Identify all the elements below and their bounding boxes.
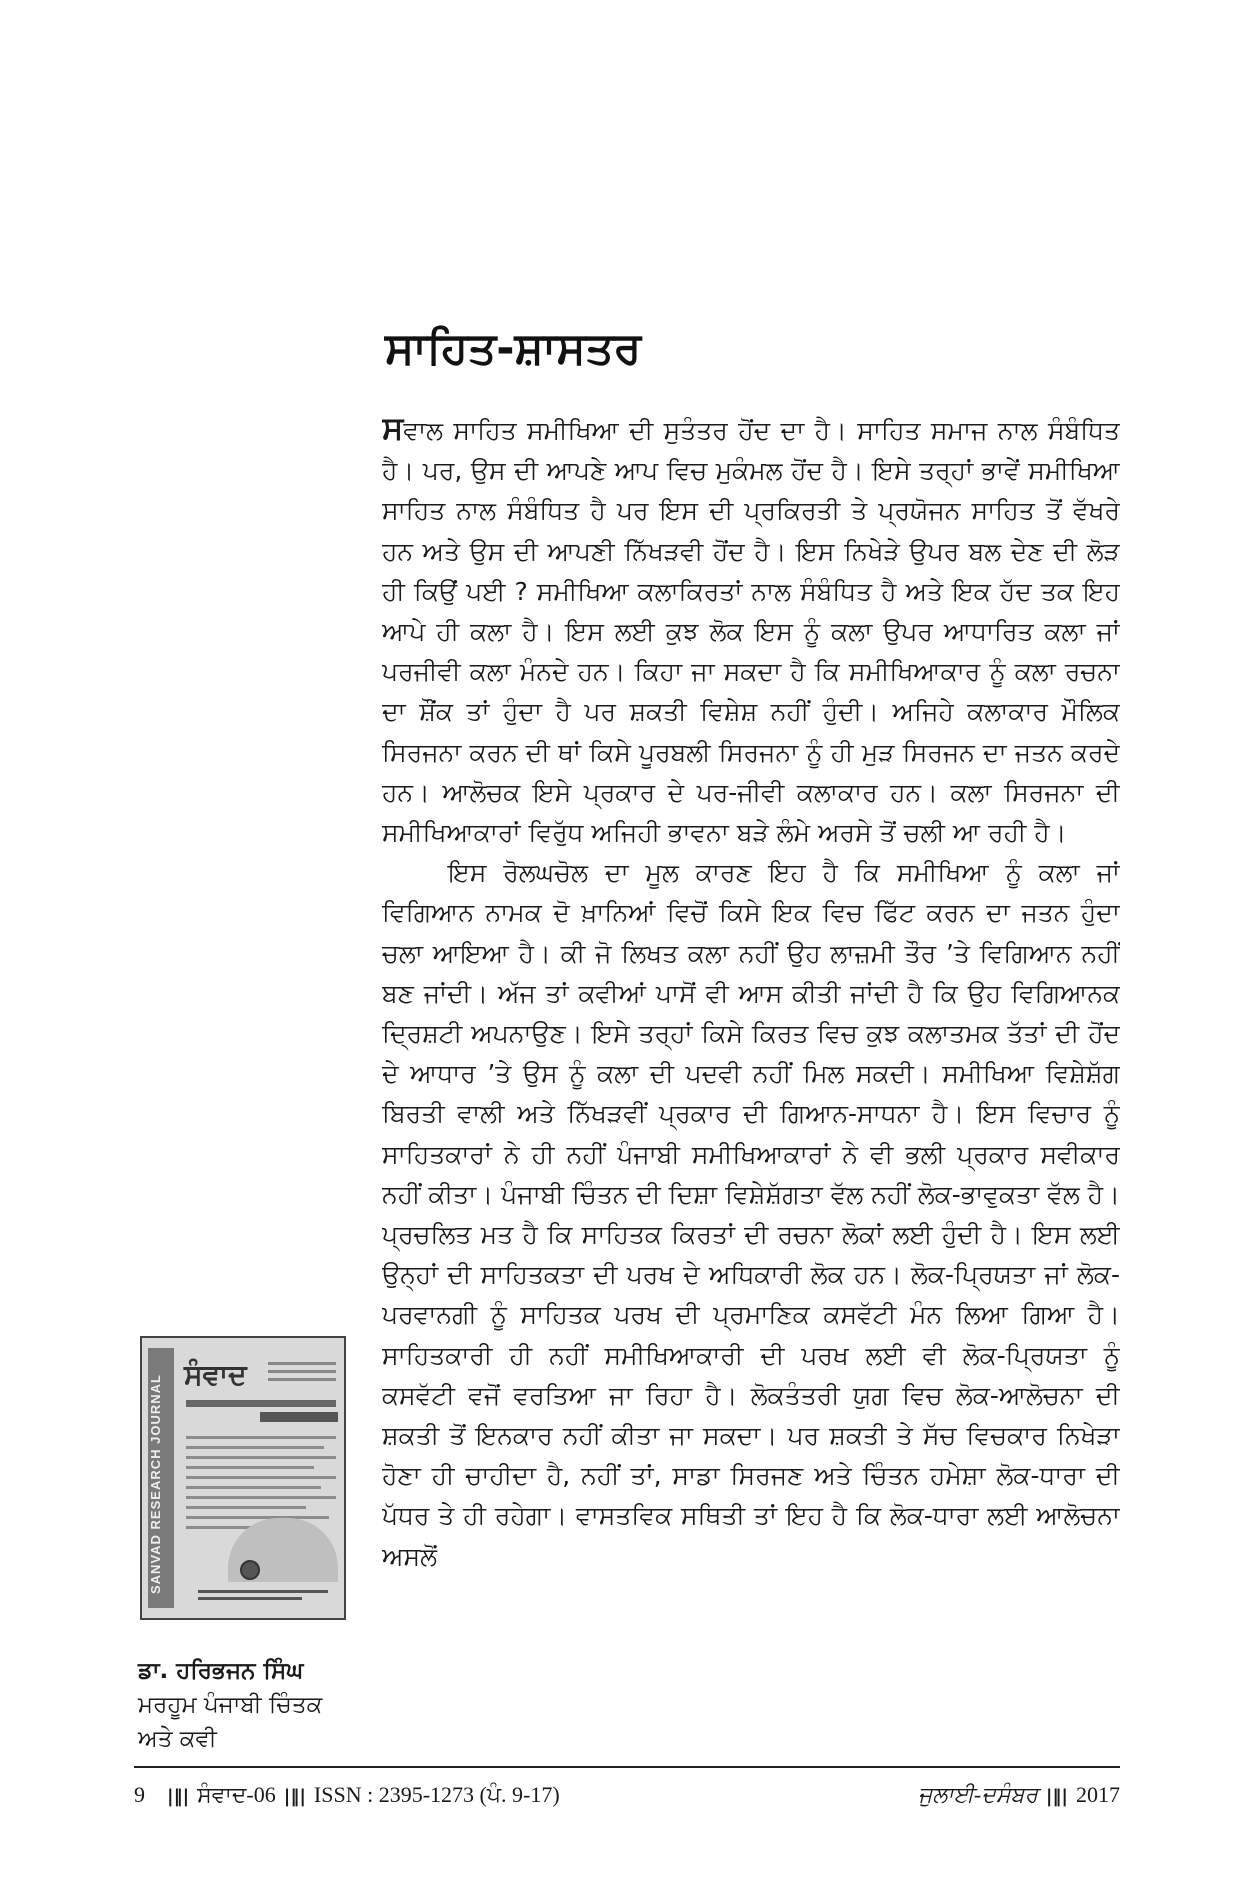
article-title: ਸਾਹਿਤ-ਸ਼ਾਸਤਰ [385,323,642,375]
author-info [138,1654,378,1756]
cover-title: ਸੰਵਾਦ [184,1358,247,1391]
cover-subtitle-bar [186,1400,336,1407]
journal-issue-label: ਸੰਵਾਦ-06 [197,1782,276,1807]
paragraph-1-text: ਵਾਲ ਸਾਹਿਤ ਸਮੀਖਿਆ ਦੀ ਸੁਤੰਤਰ ਹੋਂਦ ਦਾ ਹੈ। ਸਾਹਿਤ ਸਮਾਜ ਨਾਲ ਸੰਬੰਧਿਤ ਹੈ। ਪਰ, ਉਸ ਦੀ ਆਪਣੇ ਆਪ ਵਿਚ ਮੁਕੰਮਲ ਹੋਂਦ ਹੈ। ਇਸੇ ਤਰ੍ਹਾਂ ਭਾਵੇਂ ਸਮੀਖਿਆ ਸਾਹਿਤ ਨਾਲ ਸੰਬੰਧਿਤ ਹੈ ਪਰ ਇਸ ਦੀ ਪ੍ਰਕਿਰਤੀ ਤੇ ਪ੍ਰਯੋਜਨ ਸਾਹਿਤ ਤੋਂ ਵੱਖਰੇ ਹਨ ਅਤੇ ਉਸ ਦੀ ਆਪਣੀ ਨਿੱਖੜਵੀ ਹੋਂਦ ਹੈ। ਇਸ ਨਿਖੇੜੇ ਉਪਰ ਬਲ ਦੇਣ ਦੀ ਲੋੜ ਹੀ ਕਿਉਂ ਪਈ ? ਸਮੀਖਿਆ ਕਲਾਕਿਰਤਾਂ ਨਾਲ ਸੰਬੰਧਿਤ ਹੈ ਅਤੇ ਇਕ ਹੱਦ ਤਕ ਇਹ ਆਪੇ ਹੀ ਕਲਾ ਹੈ। ਇਸ ਲਈ ਕੁਝ ਲੋਕ ਇਸ ਨੂੰ ਕਲਾ ਉਪਰ ਆਧਾਰਿਤ ਕਲਾ ਜਾਂ ਪਰਜੀਵੀ ਕਲਾ ਮੰਨਦੇ ਹਨ। ਕਿਹਾ ਜਾ ਸਕਦਾ ਹੈ ਕਿ ਸਮੀਖਿਆਕਾਰ ਨੂੰ ਕਲਾ ਰਚਨਾ ਦਾ ਸ਼ੌਂਕ ਤਾਂ ਹੁੰਦਾ ਹੈ ਪਰ ਸ਼ਕਤੀ ਵਿਸ਼ੇਸ਼ ਨਹੀਂ ਹੁੰਦੀ। ਅਜਿਹੇ ਕਲਾਕਾਰ ਮੌਲਿਕ ਸਿਰਜਨਾ ਕਰਨ ਦੀ ਥਾਂ ਕਿਸੇ ਪੂਰਬਲੀ ਸਿਰਜਨਾ ਨੂੰ ਹੀ ਮੁੜ ਸਿਰਜਨ ਦਾ ਜਤਨ ਕਰਦੇ ਹਨ। ਆਲੋਚਕ ਇਸੇ ਪ੍ਰਕਾਰ ਦੇ ਪਰ-ਜੀਵੀ ਕਲਾਕਾਰ ਹਨ। ਕਲਾ ਸਿਰਜਨਾ ਦੀ ਸਮੀਖਿਆਕਾਰਾਂ ਵਿਰੁੱਧ ਅਜਿਹੀ ਭਾਵਨਾ ਬੜੇ ਲੰਮੇ ਅਰਸੇ ਤੋਂ ਚਲੀ ਆ ਰਹੀ ਹੈ। [382,416,1120,848]
article-body [382,408,1120,1738]
cover-spine-text: SANVAD RESEARCH JOURNAL [148,1374,163,1594]
issue-year: 2017 [1076,1782,1120,1807]
footer-separator: |‖| [167,1786,190,1807]
footer-rule [134,1766,1120,1768]
footer-separator: |‖| [283,1786,306,1807]
cover-meta-lines [268,1362,336,1386]
footer-separator: |‖| [1045,1786,1068,1807]
author-role-line-1: ਮਰਹੂਮ ਪੰਜਾਬੀ ਚਿੰਤਕ [138,1692,323,1718]
page-number: 9 [134,1782,145,1807]
page-footer [134,1782,1120,1822]
journal-cover-image [140,1336,346,1620]
author-role-line-2: ਅਤੇ ਕਵੀ [138,1726,217,1752]
paragraph-2: ਇਸ ਰੋਲਘਚੋਲ ਦਾ ਮੂਲ ਕਾਰਣ ਇਹ ਹੈ ਕਿ ਸਮੀਖਿਆ ਨੂੰ ਕਲਾ ਜਾਂ ਵਿਗਿਆਨ ਨਾਮਕ ਦੋ ਖ਼ਾਨਿਆਂ ਵਿਚੋਂ ਕਿਸੇ ਇਕ ਵਿਚ ਫਿੱਟ ਕਰਨ ਦਾ ਜਤਨ ਹੁੰਦਾ ਚਲਾ ਆਇਆ ਹੈ। ਕੀ ਜੋ ਲਿਖਤ ਕਲਾ ਨਹੀਂ ਉਹ ਲਾਜ਼ਮੀ ਤੌਰ ’ਤੇ ਵਿਗਿਆਨ ਨਹੀਂ ਬਣ ਜਾਂਦੀ। ਅੱਜ ਤਾਂ ਕਵੀਆਂ ਪਾਸੋਂ ਵੀ ਆਸ ਕੀਤੀ ਜਾਂਦੀ ਹੈ ਕਿ ਉਹ ਵਿਗਿਆਨਕ ਦ੍ਰਿਸ਼ਟੀ ਅਪਨਾਉਣ। ਇਸੇ ਤਰ੍ਹਾਂ ਕਿਸੇ ਕਿਰਤ ਵਿਚ ਕੁਝ ਕਲਾਤਮਕ ਤੱਤਾਂ ਦੀ ਹੋਂਦ ਦੇ ਆਧਾਰ ’ਤੇ ਉਸ ਨੂੰ ਕਲਾ ਦੀ ਪਦਵੀ ਨਹੀਂ ਮਿਲ ਸਕਦੀ। ਸਮੀਖਿਆ ਵਿਸ਼ੇਸ਼ੱਗ ਬਿਰਤੀ ਵਾਲੀ ਅਤੇ ਨਿੱਖੜਵੀਂ ਪ੍ਰਕਾਰ ਦੀ ਗਿਆਨ-ਸਾਧਨਾ ਹੈ। ਇਸ ਵਿਚਾਰ ਨੂੰ ਸਾਹਿਤਕਾਰਾਂ ਨੇ ਹੀ ਨਹੀਂ ਪੰਜਾਬੀ ਸਮੀਖਿਆਕਾਰਾਂ ਨੇ ਵੀ ਭਲੀ ਪ੍ਰਕਾਰ ਸਵੀਕਾਰ ਨਹੀਂ ਕੀਤਾ। ਪੰਜਾਬੀ ਚਿੰਤਨ ਦੀ ਦਿਸ਼ਾ ਵਿਸ਼ੇਸ਼ੱਗਤਾ ਵੱਲ ਨਹੀਂ ਲੋਕ-ਭਾਵੁਕਤਾ ਵੱਲ ਹੈ। ਪ੍ਰਚਲਿਤ ਮਤ ਹੈ ਕਿ ਸਾਹਿਤਕ ਕਿਰਤਾਂ ਦੀ ਰਚਨਾ ਲੋਕਾਂ ਲਈ ਹੁੰਦੀ ਹੈ। ਇਸ ਲਈ ਉਨ੍ਹਾਂ ਦੀ ਸਾਹਿਤਕਤਾ ਦੀ ਪਰਖ ਦੇ ਅਧਿਕਾਰੀ ਲੋਕ ਹਨ। ਲੋਕ-ਪ੍ਰਿਯਤਾ ਜਾਂ ਲੋਕ-ਪਰਵਾਨਗੀ ਨੂੰ ਸਾਹਿਤਕ ਪਰਖ ਦੀ ਪ੍ਰਮਾਣਿਕ ਕਸਵੱਟੀ ਮੰਨ ਲਿਆ ਗਿਆ ਹੈ। ਸਾਹਿਤਕਾਰੀ ਹੀ ਨਹੀਂ ਸਮੀਖਿਆਕਾਰੀ ਦੀ ਪਰਖ ਲਈ ਵੀ ਲੋਕ-ਪ੍ਰਿਯਤਾ ਨੂੰ ਕਸਵੱਟੀ ਵਜੋਂ ਵਰਤਿਆ ਜਾ ਰਿਹਾ ਹੈ। ਲੋਕਤੰਤਰੀ ਯੁਗ ਵਿਚ ਲੋਕ-ਆਲੋਚਨਾ ਦੀ ਸ਼ਕਤੀ ਤੋਂ ਇਨਕਾਰ ਨਹੀਂ ਕੀਤਾ ਜਾ ਸਕਦਾ। ਪਰ ਸ਼ਕਤੀ ਤੇ ਸੱਚ ਵਿਚਕਾਰ ਨਿਖੇੜਾ ਹੋਣਾ ਹੀ ਚਾਹੀਦਾ ਹੈ, ਨਹੀਂ ਤਾਂ, ਸਾਡਾ ਸਿਰਜਣ ਅਤੇ ਚਿੰਤਨ ਹਮੇਸ਼ਾ ਲੋਕ-ਧਾਰਾ ਦੀ ਪੱਧਰ ਤੇ ਹੀ ਰਹੇਗਾ। ਵਾਸਤਵਿਕ ਸਥਿਤੀ ਤਾਂ ਇਹ ਹੈ ਕਿ ਲੋਕ-ਧਾਰਾ ਲਈ ਆਲੋਚਨਾ ਅਸਲੋਂ [382,858,1120,1571]
cover-publisher-lines [198,1590,328,1604]
cover-emblem-icon [240,1560,260,1580]
cover-issue-band [260,1412,338,1422]
issn-label: ISSN : 2395-1273 (ਪੰ. 9-17) [313,1782,560,1807]
paragraph-1 [382,408,1120,853]
issue-period: ਜੁਲਾਈ-ਦਸੰਬਰ [917,1782,1038,1807]
author-name: ਡਾ. ਹਰਿਭਜਨ ਸਿੰਘ [138,1658,304,1684]
drop-cap: ਸ [382,409,404,447]
